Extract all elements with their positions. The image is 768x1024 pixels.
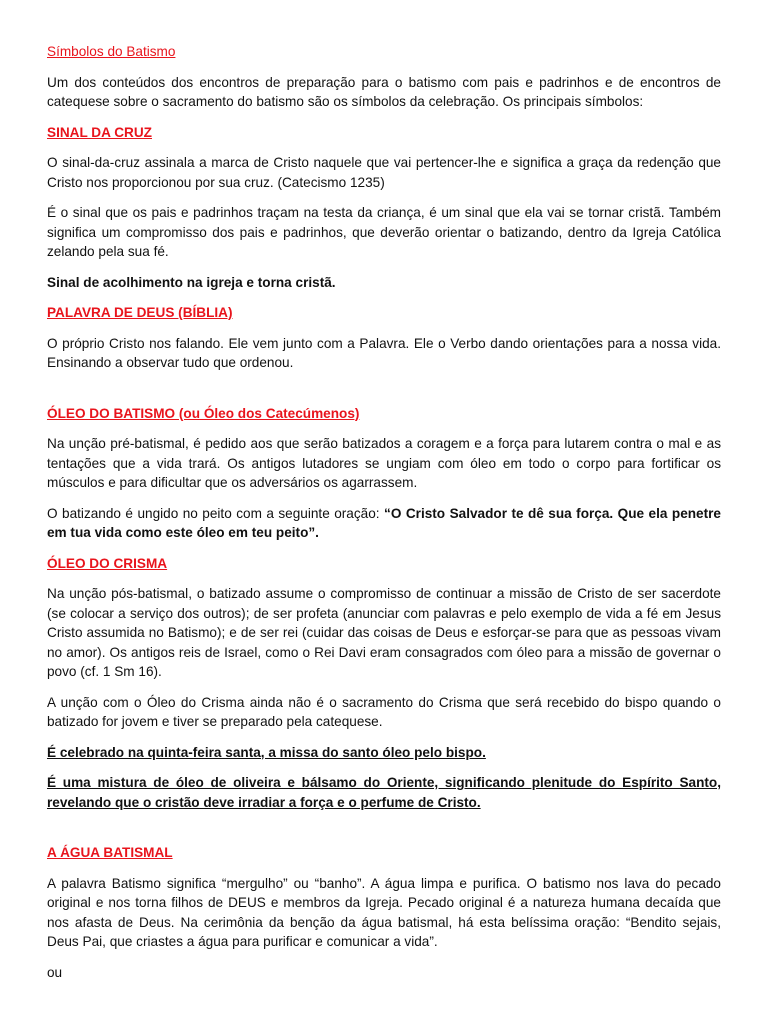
paragraph: Na unção pós-batismal, o batizado assume o compromisso de continuar a missão de Cristo de ser sacerdote (se colocar a serviço dos outros); de ser profeta (anunciar com palavras e pelo exemplo de vida a fé em Jesus Cristo assumida no Batismo); e de ser rei (cuidar das coisas de Deus e esforçar-se para que as pessoas vivam no amor). Os antigos reis de Israel, como o Rei Davi eram consagrados com óleo para a missão de governar o povo (cf. 1 Sm 16). bbox=[47, 586, 721, 679]
paragraph: O sinal-da-cruz assinala a marca de Cristo naquele que vai pertencer-lhe e significa a graça da redenção que Cristo nos proporcionou por sua cruz. (Catecismo 1235) bbox=[47, 155, 721, 190]
trailing-word: ou bbox=[47, 964, 63, 980]
prayer-paragraph bbox=[47, 504, 721, 543]
intro-paragraph: Um dos conteúdos dos encontros de preparação para o batismo com pais e padrinhos e de encontros de catequese sobre o sacramento do batismo são os símbolos da celebração. Os principais símbolos: bbox=[47, 74, 721, 109]
section-heading-oleo-do-batismo: ÓLEO DO BATISMO (ou Óleo dos Catecúmenos) bbox=[47, 405, 360, 421]
section-heading-sinal-da-cruz: SINAL DA CRUZ bbox=[47, 124, 152, 140]
spacer bbox=[47, 384, 721, 404]
section-heading-oleo-do-crisma: ÓLEO DO CRISMA bbox=[47, 555, 168, 571]
underlined-statement: É uma mistura de óleo de oliveira e bálsamo do Oriente, significando plenitude do Espírito Santo, revelando que o cristão deve irradiar a força e o perfume de Cristo. bbox=[47, 775, 721, 810]
section-heading-palavra-de-deus: PALAVRA DE DEUS (BÍBLIA) bbox=[47, 305, 233, 320]
paragraph: Na unção pré-batismal, é pedido aos que serão batizados a coragem e a força para lutarem contra o mal e as tentações que a vida trará. Os antigos lutadores se ungiam com óleo em todo o corpo para fortificar os músculos e para dificultar que os adversários os agarrassem. bbox=[47, 436, 721, 490]
paragraph: O próprio Cristo nos falando. Ele vem junto com a Palavra. Ele o Verbo dando orientações para a nossa vida. Ensinando a observar tudo que ordenou. bbox=[47, 335, 721, 370]
document-title: Símbolos do Batismo bbox=[47, 44, 176, 59]
paragraph: A unção com o Óleo do Crisma ainda não é o sacramento do Crisma que será recebido do bispo quando o batizado for jovem e tiver se preparado pela catequese. bbox=[47, 694, 721, 729]
paragraph: É o sinal que os pais e padrinhos traçam na testa da criança, é um sinal que ela vai se tornar cristã. Também significa um compromisso dos pais e padrinhos, que deverão orientar o batizando, dentro da Igreja Católica zelando pela sua fé. bbox=[47, 205, 721, 259]
bold-statement: Sinal de acolhimento na igreja e torna cristã. bbox=[47, 274, 336, 290]
section-heading-agua-batismal: A ÁGUA BATISMAL bbox=[47, 845, 173, 860]
prayer-lead: O batizando é ungido no peito com a seguinte oração: bbox=[47, 505, 385, 521]
spacer bbox=[47, 823, 721, 843]
prayer-text: “O Cristo Salvador te dê sua força. Que ela penetre em tua vida como este óleo em teu peito”. bbox=[47, 505, 721, 540]
paragraph: A palavra Batismo significa “mergulho” ou “banho”. A água limpa e purifica. O batismo nos lava do pecado original e nos torna filhos de DEUS e membros da Igreja. Pecado original é a natureza humana decaída que nos afasta de Deus. Na cerimônia da benção da água batismal, há esta belíssima oração: “Bendito sejais, Deus Pai, que criastes a água para purificar e comunicar a vida”. bbox=[47, 875, 721, 949]
underlined-statement: É celebrado na quinta-feira santa, a missa do santo óleo pelo bispo. bbox=[47, 744, 486, 760]
